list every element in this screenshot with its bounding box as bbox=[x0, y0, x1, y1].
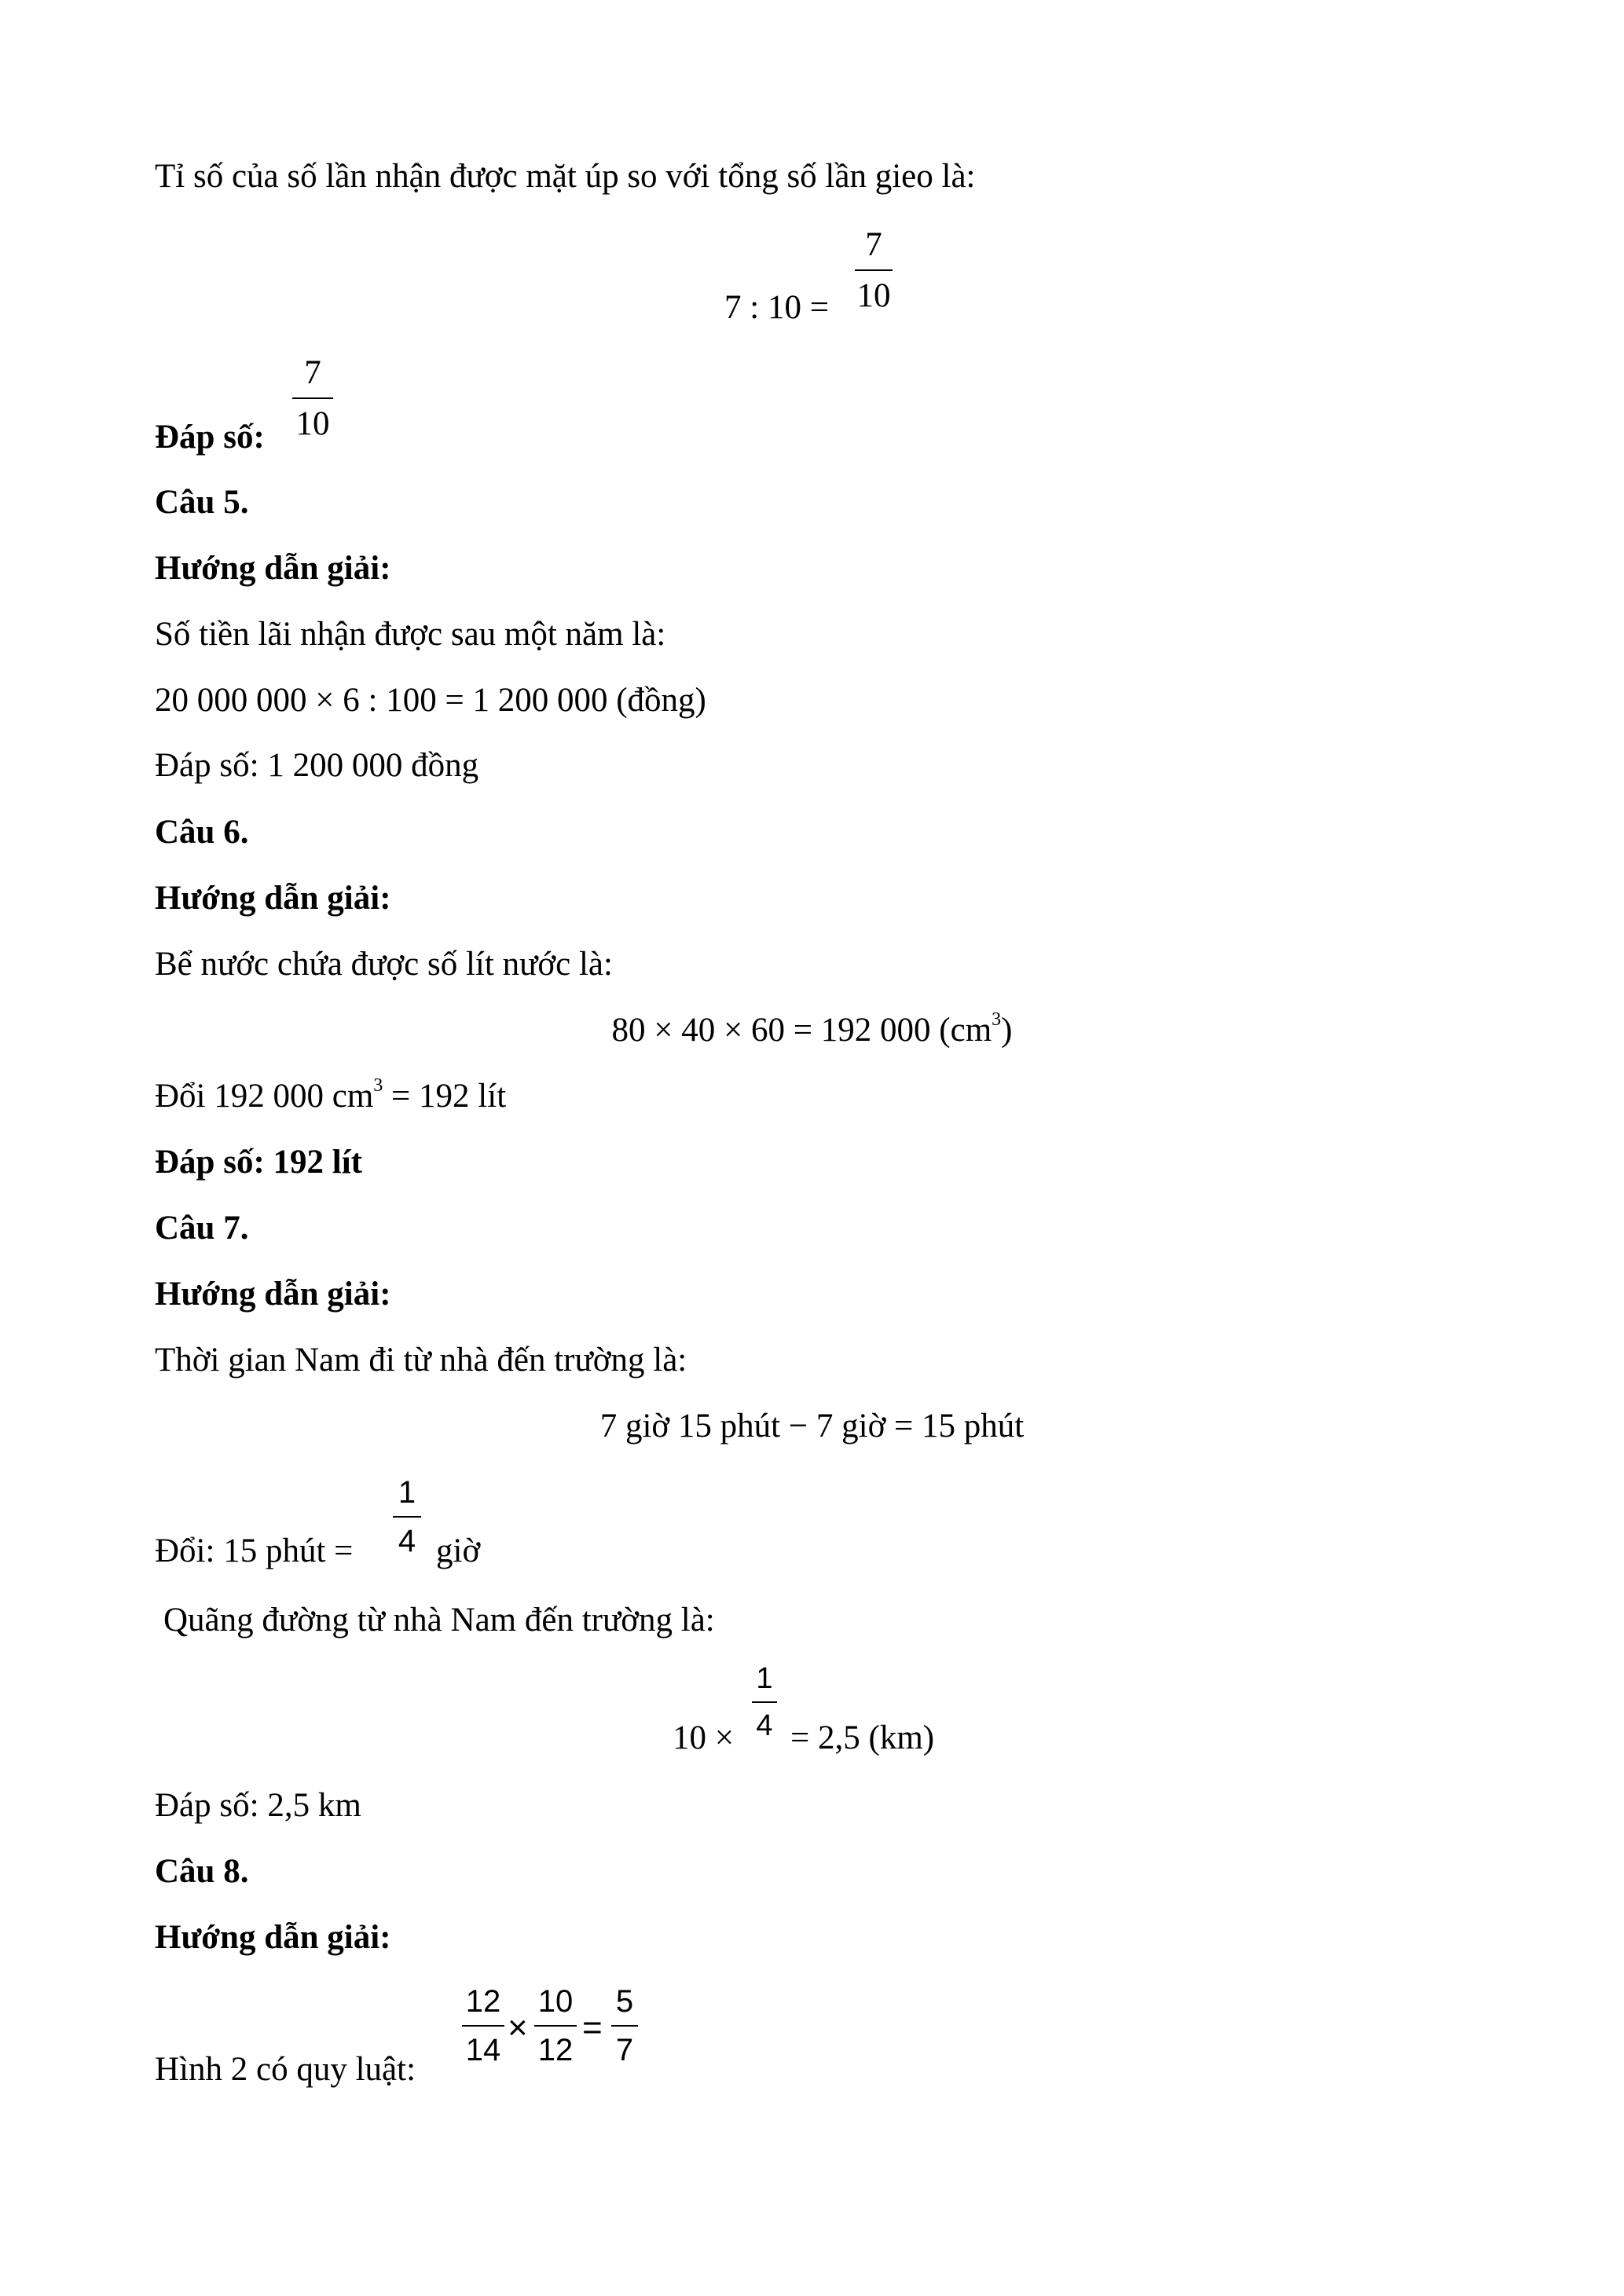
ratio-fraction bbox=[855, 228, 893, 313]
fraction-numerator: 12 bbox=[465, 1984, 501, 2019]
fraction-numerator: 7 bbox=[865, 226, 882, 263]
q7-distance-prefix: 10 × bbox=[673, 1719, 735, 1756]
fraction-denominator: 10 bbox=[856, 277, 891, 314]
guide-heading-8: Hướng dẫn giải: bbox=[155, 1919, 391, 1956]
question-title-6: Câu 6. bbox=[155, 814, 249, 851]
q7-line1: Thời gian Nam đi từ nhà đến trường là: bbox=[155, 1342, 687, 1379]
guide-heading-5: Hướng dẫn giải: bbox=[155, 550, 391, 587]
q7-line2: Quãng đường từ nhà Nam đến trường là: bbox=[163, 1602, 715, 1639]
fraction-bar bbox=[611, 2025, 638, 2027]
q5-answer: Đáp số: 1 200 000 đồng bbox=[155, 747, 479, 784]
ratio-calc-prefix: 7 : 10 = bbox=[724, 289, 829, 326]
answer-fraction-q4 bbox=[292, 356, 333, 441]
fraction-denominator: 10 bbox=[295, 405, 330, 442]
q7-answer: Đáp số: 2,5 km bbox=[155, 1787, 361, 1824]
q6-calc-end: ) bbox=[1001, 1012, 1013, 1049]
fraction-denominator: 14 bbox=[465, 2033, 501, 2067]
q7-distance-suffix: = 2,5 (km) bbox=[790, 1719, 935, 1756]
fraction-numerator: 7 bbox=[304, 354, 321, 391]
q8-fraction-3 bbox=[611, 1986, 638, 2066]
fraction-bar bbox=[292, 397, 333, 399]
fraction-numerator: 1 bbox=[756, 1662, 773, 1695]
q6-line1: Bể nước chứa được số lít nước là: bbox=[155, 946, 613, 983]
q6-convert-exponent: 3 bbox=[373, 1075, 383, 1096]
q8-rule-label: Hình 2 có quy luật: bbox=[155, 2051, 416, 2088]
fraction-denominator: 4 bbox=[398, 1524, 416, 1558]
question-title-7: Câu 7. bbox=[155, 1210, 249, 1247]
fraction-bar bbox=[534, 2025, 577, 2027]
q6-convert-b: = 192 lít bbox=[383, 1078, 507, 1115]
q7-distance-fraction bbox=[752, 1664, 777, 1741]
q6-convert bbox=[155, 1075, 507, 1115]
q5-line1: Số tiền lãi nhận được sau một năm là: bbox=[155, 616, 666, 653]
q8-times: × bbox=[508, 2009, 528, 2047]
fraction-numerator: 10 bbox=[537, 1984, 574, 2019]
q6-answer: Đáp số: 192 lít bbox=[155, 1144, 362, 1181]
q5-calc: 20 000 000 × 6 : 100 = 1 200 000 (đồng) bbox=[155, 682, 706, 719]
guide-heading-7: Hướng dẫn giải: bbox=[155, 1276, 391, 1313]
fraction-bar bbox=[393, 1516, 421, 1518]
fraction-bar bbox=[855, 269, 893, 271]
guide-heading-6: Hướng dẫn giải: bbox=[155, 880, 391, 917]
q8-equals: = bbox=[582, 2009, 603, 2047]
question-title-5: Câu 5. bbox=[155, 484, 249, 521]
q7-convert-fraction bbox=[393, 1477, 421, 1557]
fraction-numerator: 1 bbox=[398, 1475, 416, 1510]
ratio-statement: Tỉ số của số lần nhận được mặt úp so với tổng số lần gieo là: bbox=[155, 158, 976, 195]
question-title-8: Câu 8. bbox=[155, 1853, 249, 1890]
fraction-bar bbox=[462, 2025, 504, 2027]
q7-convert-suffix: giờ bbox=[436, 1532, 481, 1569]
fraction-denominator: 12 bbox=[537, 2033, 574, 2067]
fraction-denominator: 4 bbox=[756, 1709, 773, 1742]
q7-time-calc: 7 giờ 15 phút − 7 giờ = 15 phút bbox=[599, 1408, 1025, 1445]
q6-calc-main: 80 × 40 × 60 = 192 000 (cm bbox=[611, 1012, 992, 1049]
q7-convert-prefix: Đổi: 15 phút = bbox=[155, 1532, 354, 1569]
fraction-numerator: 5 bbox=[615, 1984, 634, 2019]
q6-convert-a: Đổi 192 000 cm bbox=[155, 1078, 374, 1115]
fraction-denominator: 7 bbox=[615, 2033, 634, 2067]
q6-calc-exponent: 3 bbox=[992, 1009, 1002, 1030]
q6-calc bbox=[0, 1009, 1624, 1049]
q8-fraction-2 bbox=[534, 1986, 577, 2066]
fraction-bar bbox=[752, 1701, 777, 1703]
q8-fraction-1 bbox=[462, 1986, 504, 2066]
answer-label-q4: Đáp số: bbox=[155, 419, 265, 456]
